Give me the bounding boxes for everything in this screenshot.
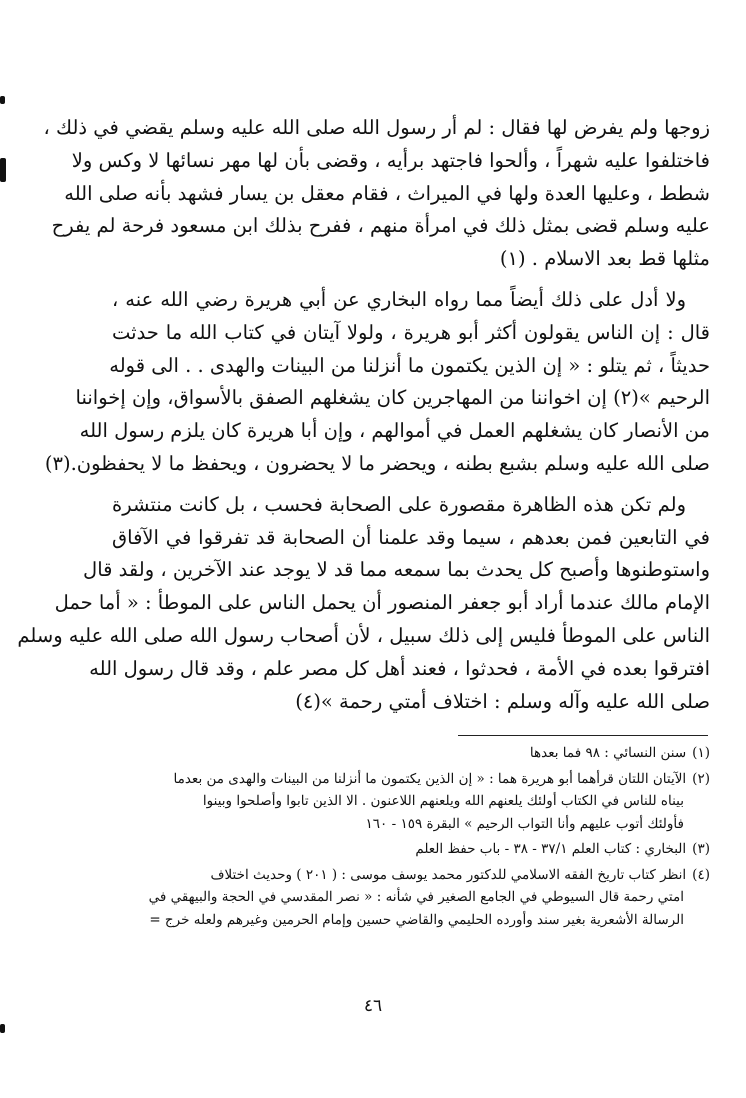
footnotes xyxy=(112,742,710,934)
text-line: الرحيم »(٢) إن اخواننا من المهاجرين كان يشغلهم الصفق بالأسواق، وإن إخواننا xyxy=(75,386,710,410)
footnote-line: الرسالة الأشعرية بغير سند وأورده الحليمي والقاضي حسين وإمام الحرمين وغيرهم ولعله خرج = xyxy=(149,911,684,928)
text-line: حديثاً ، ثم يتلو : « إن الذين يكتمون ما أنزلنا من البينات والهدى . . الى قوله xyxy=(109,353,710,377)
footnote-number: (٢) xyxy=(692,770,710,787)
text-line: الإمام مالك عندما أراد أبو جعفر المنصور أن يحمل الناس على الموطأ : « أما حمل xyxy=(54,591,710,615)
footnote-line: امتي رحمة قال السيوطي في الجامع الصغير في شأنه : « نصر المقدسي في الحجة والبيهقي في xyxy=(148,889,684,905)
text-line: زوجها ولم يفرض لها فقال : لم أر رسول الله صلى الله عليه وسلم يقضي في ذلك ، xyxy=(43,116,710,139)
text-line: قال : إن الناس يقولون أكثر أبو هريرة ، ولولا آيتان في كتاب الله ما حدثت xyxy=(112,320,710,344)
footnote-3 xyxy=(112,838,710,861)
text-line: من الأنصار كان يشغلهم العمل في أموالهم ، وإن أبا هريرة كان يلزم رسول الله xyxy=(79,419,710,443)
main-text xyxy=(17,112,710,726)
text-line: فاختلفوا عليه شهراً ، وألحوا فاجتهد برأيه ، وقضى بأن لها مهر نسائها لا وكس ولا xyxy=(71,148,710,172)
footnote-line xyxy=(112,768,710,791)
footnote-text: انظر كتاب تاريخ الفقه الاسلامي للدكتور محمد يوسف موسى : ( ٢٠١ ) وحديث اختلاف xyxy=(210,866,687,883)
paragraph-2 xyxy=(44,284,710,481)
footnote-text: البخاري : كتاب العلم ٣٧/١ - ٣٨ - باب حفظ العلم xyxy=(415,841,687,857)
text-line: صلى الله عليه وآله وسلم : اختلاف أمتي رحمة »(٤) xyxy=(295,689,710,713)
footnote-number: (٤) xyxy=(692,866,710,883)
text-line: مثلها قط بعد الاسلام . (١) xyxy=(499,247,710,271)
footnote-2 xyxy=(112,768,710,836)
footnote-line: بيناه للناس في الكتاب أولئك يلعنهم الله ويلعنهم اللاعنون . الا الذين تابوا وأصلحوا وبينوا xyxy=(202,793,684,809)
footnote-4 xyxy=(112,864,710,932)
footnote-line: فأولئك أتوب عليهم وأنا التواب الرحيم » البقرة ١٥٩ - ١٦٠ xyxy=(365,815,684,832)
footnote-number: (١) xyxy=(692,745,710,761)
text-line: عليه وسلم قضى بمثل ذلك في امرأة منهم ، ففرح بذلك ابن مسعود فرحة لم يفرح xyxy=(51,214,710,238)
text-line: ولم تكن هذه الظاهرة مقصورة على الصحابة فحسب ، بل كانت منتشرة xyxy=(112,492,686,516)
footnote-line xyxy=(112,838,710,861)
text-line: افترقوا بعده في الأمة ، فحدثوا ، فعند أهل كل مصر علم ، وقد قال رسول الله xyxy=(89,656,710,680)
paragraph-3 xyxy=(17,489,710,719)
page-number: ٤٦ xyxy=(363,996,383,1016)
scan-mark xyxy=(0,96,5,104)
text-line: في التابعين فمن بعدهم ، سيما وقد علمنا أن الصحابة قد تفرقوا في الآفاق xyxy=(112,525,710,549)
text-line: الناس على الموطأ فليس إلى ذلك سبيل ، لأن أصحاب رسول الله صلى الله عليه وسلم xyxy=(17,623,710,647)
footnote-text: سنن النسائي : ٩٨ فما بعدها xyxy=(529,745,687,761)
text-line: شطط ، وعليها العدة ولها في الميراث ، فقام معقل بن يسار فشهد بأنه صلى الله xyxy=(64,181,710,205)
footnote-divider xyxy=(458,735,708,736)
footnote-number: (٣) xyxy=(692,841,710,857)
footnote-line xyxy=(112,742,710,765)
text-line: واستوطنوها وأصبح كل يحدث بما سمعه مما قد لا يوجد عند الآخرين ، ولقد قال xyxy=(83,558,710,582)
footnote-1 xyxy=(112,742,710,765)
text-line: صلى الله عليه وسلم بشبع بطنه ، ويحضر ما لا يحضرون ، ويحفظ ما لا يحفظون.(٣) xyxy=(44,451,710,475)
text-line: ولا أدل على ذلك أيضاً مما رواه البخاري عن أبي هريرة رضي الله عنه ، xyxy=(112,287,686,311)
paragraph-1 xyxy=(43,112,710,276)
scan-mark xyxy=(0,158,6,182)
scan-mark xyxy=(0,1024,5,1033)
footnote-line xyxy=(112,864,710,887)
footnote-text: الآيتان اللتان قرأهما أبو هريرة هما : « إن الذين يكتمون ما أنزلنا من البينات والهدى من بعدما xyxy=(173,770,687,787)
